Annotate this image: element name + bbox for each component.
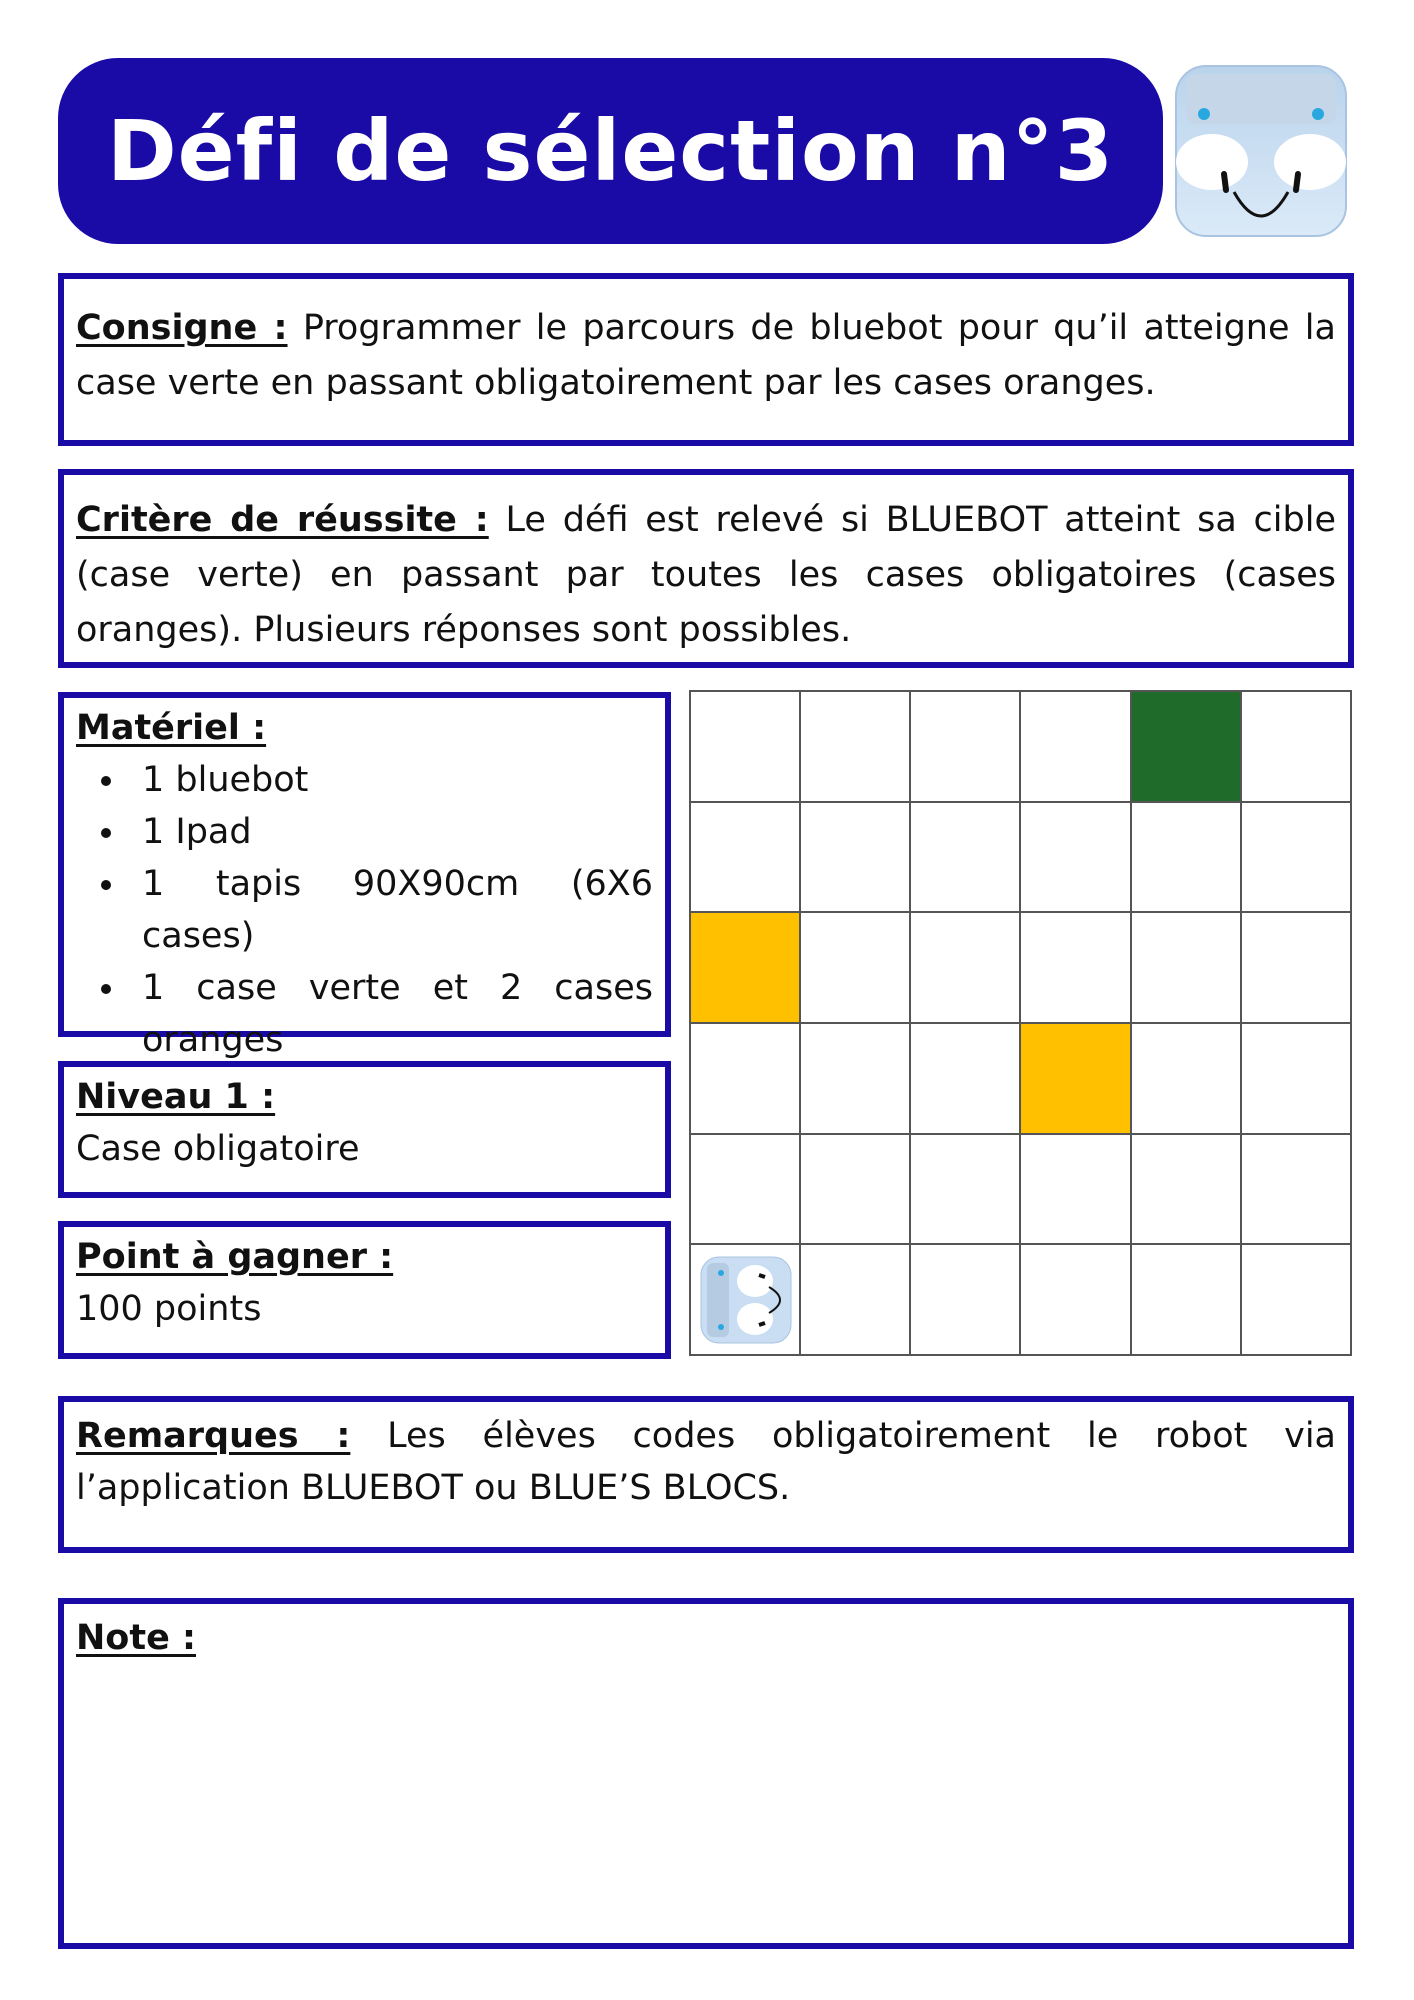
consigne-box: [58, 273, 1354, 446]
points-box: [58, 1221, 671, 1359]
points-text: 100 points: [76, 1289, 262, 1329]
materiel-item: • 1 Ipad: [128, 806, 653, 858]
points-label: Point à gagner :: [76, 1237, 394, 1277]
grid-cell: [1241, 1023, 1351, 1134]
grid-cell: [910, 1244, 1020, 1355]
grid-cell: [1020, 802, 1130, 913]
grid-cell: [800, 1023, 910, 1134]
page-title: Défi de sélection n°3: [106, 102, 1115, 200]
grid-cell: [690, 1134, 800, 1245]
consigne-label: Consigne :: [76, 308, 288, 348]
grid-cell: [1241, 1244, 1351, 1355]
grid-cell: [1131, 1134, 1241, 1245]
grid-cell: [1020, 1134, 1130, 1245]
grid-cell-bluebot: [690, 1244, 800, 1355]
grid-cell: [1020, 1244, 1130, 1355]
grid-cell: [910, 912, 1020, 1023]
grid-cell: [1131, 1023, 1241, 1134]
grid-cell: [690, 691, 800, 802]
grid-cell: [1020, 691, 1130, 802]
materiel-box: [58, 692, 671, 1060]
niveau-box: [58, 1061, 671, 1198]
grid-cell-green: [1131, 691, 1241, 802]
critere-box: [58, 469, 1354, 668]
grid-cell: [800, 1134, 910, 1245]
materiel-item: • 1 bluebot: [128, 754, 653, 806]
remarques-box: [58, 1396, 1354, 1553]
grid-cell: [1131, 1244, 1241, 1355]
materiel-item: • 1 case verte et 2 cases oranges: [128, 962, 653, 1066]
grid-cell-orange: [690, 912, 800, 1023]
bluebot-logo-icon: [1172, 62, 1350, 240]
grid-cell: [1020, 912, 1130, 1023]
materiel-list: [76, 754, 653, 1066]
critere-label: Critère de réussite :: [76, 500, 489, 540]
remarques-label: Remarques :: [76, 1416, 351, 1456]
grid-cell: [910, 1134, 1020, 1245]
grid-cell: [1241, 1134, 1351, 1245]
grid-cell: [800, 691, 910, 802]
materiel-label: Matériel :: [76, 708, 267, 748]
grid-cell: [1241, 691, 1351, 802]
grid-cell: [800, 1244, 910, 1355]
grid-cell-orange: [1020, 1023, 1130, 1134]
grid-cell: [910, 802, 1020, 913]
grid-cell: [800, 912, 910, 1023]
game-board-grid: [689, 690, 1352, 1356]
materiel-item: • 1 tapis 90X90cm (6X6 cases): [128, 858, 653, 962]
consigne-text: Programmer le parcours de bluebot pour qu’il atteigne la case verte en passant obligatoirement par les cases oranges.: [76, 308, 1336, 403]
bluebot-robot-icon: [699, 1255, 793, 1345]
grid-cell: [800, 802, 910, 913]
note-label: Note :: [76, 1618, 196, 1658]
grid-cell: [690, 802, 800, 913]
critere-text: Le défi est relevé si BLUEBOT atteint sa cible (case verte) en passant par toutes les cases obligatoires (cases oranges). Plusieurs réponses sont possibles.: [76, 500, 1336, 650]
grid-cell: [690, 1023, 800, 1134]
niveau-label: Niveau 1 :: [76, 1077, 276, 1117]
note-box[interactable]: [58, 1598, 1354, 1949]
grid-cell: [910, 691, 1020, 802]
grid-cell: [1241, 912, 1351, 1023]
grid-cell: [1241, 802, 1351, 913]
niveau-text: Case obligatoire: [76, 1129, 360, 1169]
grid-cell: [1131, 802, 1241, 913]
title-banner: [58, 58, 1163, 244]
grid-cell: [910, 1023, 1020, 1134]
grid-cell: [1131, 912, 1241, 1023]
remarques-text: Les élèves codes obligatoirement le robot via l’application BLUEBOT ou BLUE’S BLOCS.: [76, 1416, 1337, 1508]
